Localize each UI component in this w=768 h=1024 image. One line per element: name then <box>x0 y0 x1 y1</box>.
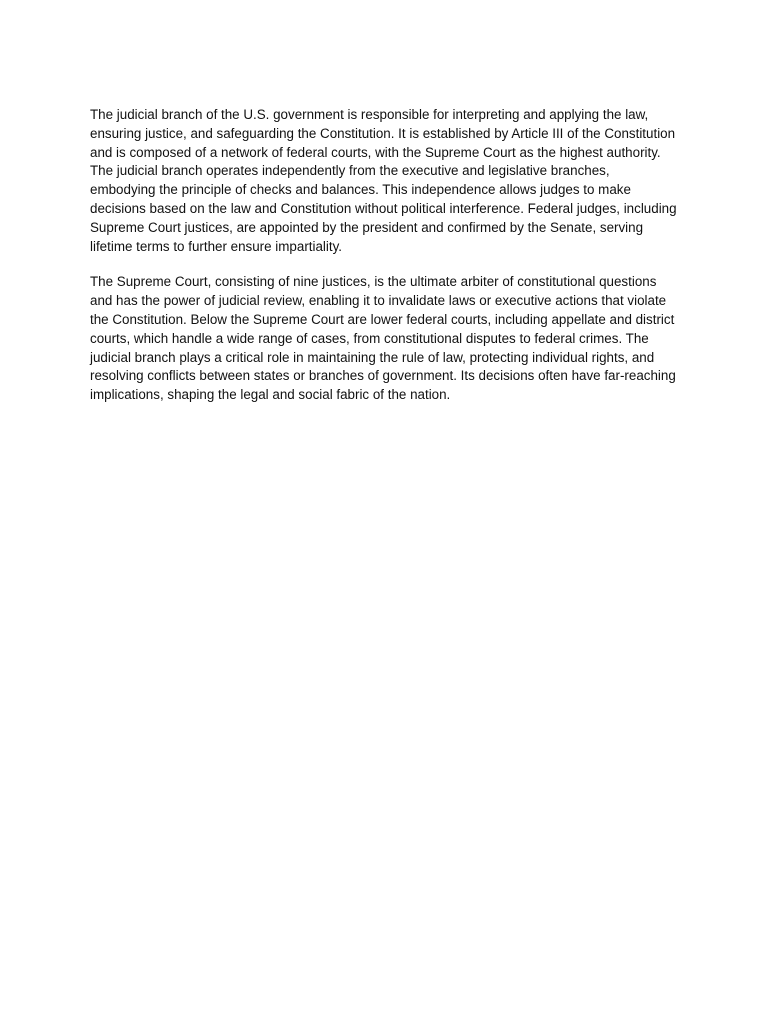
paragraph-2: The Supreme Court, consisting of nine justices, is the ultimate arbiter of constitutional questions and has the power of judicial review, enabling it to invalidate laws or executive actions that violate the Constitution. Below the Supreme Court are lower federal courts, including appellate and district courts, which handle a wide range of cases, from constitutional disputes to federal crimes. The judicial branch plays a critical role in maintaining the rule of law, protecting individual rights, and resolving conflicts between states or branches of government. Its decisions often have far-reaching implications, shaping the legal and social fabric of the nation. <box>90 274 676 403</box>
document-body <box>90 106 678 422</box>
paragraph-1: The judicial branch of the U.S. government is responsible for interpreting and applying the law, ensuring justice, and safeguarding the Constitution. It is established by Article III of the Constitution and is composed of a network of federal courts, with the Supreme Court as the highest authority. The judicial branch operates independently from the executive and legislative branches, embodying the principle of checks and balances. This independence allows judges to make decisions based on the law and Constitution without political interference. Federal judges, including Supreme Court justices, are appointed by the president and confirmed by the Senate, serving lifetime terms to further ensure impartiality. <box>90 107 677 254</box>
